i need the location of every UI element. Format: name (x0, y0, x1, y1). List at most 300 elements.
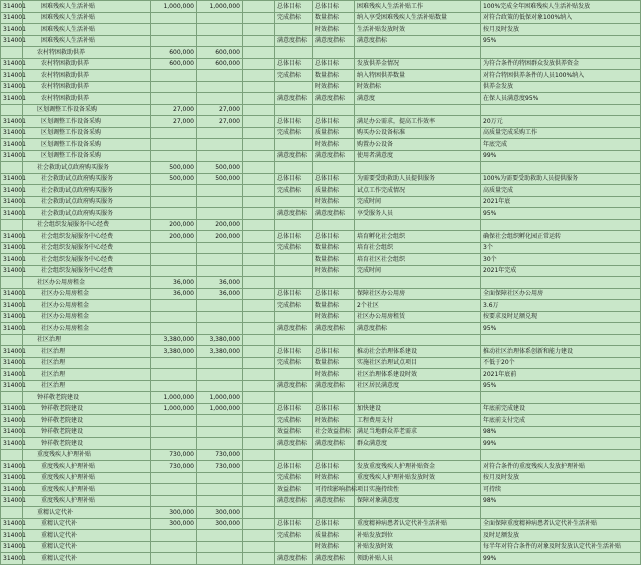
code-cell: 314001 (1, 127, 23, 139)
item-name-cell: 钟祥敬老院建设 (23, 403, 151, 415)
indicator-name-cell: 社区办公用房租赁 (355, 311, 481, 323)
table-row (1, 438, 641, 450)
indicator-value-cell: 对符合条件的重度残疾人发放护理补贴 (481, 461, 641, 473)
item-name-cell: 社区治理 (23, 346, 151, 358)
budget-amount-cell: 600,000 (197, 58, 243, 70)
item-name-cell: 钟祥敬老院建设 (23, 415, 151, 427)
total-amount-cell (151, 254, 197, 266)
total-amount-cell (151, 323, 197, 335)
budget-amount-cell (197, 541, 243, 553)
indicator-value-cell: 确保社会组织孵化园正常运转 (481, 231, 641, 243)
target-type-cell: 总体目标 (275, 461, 313, 473)
item-name-cell: 困难残疾人生活补贴 (23, 35, 151, 47)
indicator-type-cell: 满意度指标 (313, 438, 355, 450)
indicator-type-cell (313, 507, 355, 519)
total-amount-cell (151, 24, 197, 36)
item-name-cell: 社会救助试点政府购买服务 (23, 162, 151, 174)
indicator-value-cell (481, 162, 641, 174)
blank-cell (243, 139, 275, 151)
blank-cell (243, 81, 275, 93)
total-amount-cell (151, 150, 197, 162)
table-row (1, 426, 641, 438)
indicator-type-cell: 可持续影响指标 (313, 484, 355, 496)
blank-cell (243, 104, 275, 116)
blank-cell (243, 288, 275, 300)
code-cell: 314001 (1, 35, 23, 47)
budget-amount-cell: 36,000 (197, 288, 243, 300)
budget-amount-cell: 1,000,000 (197, 1, 243, 13)
group-header-row (1, 392, 641, 404)
total-amount-cell (151, 12, 197, 24)
target-type-cell (275, 104, 313, 116)
indicator-type-cell: 满意度指标 (313, 208, 355, 220)
indicator-type-cell (313, 219, 355, 231)
target-type-cell (275, 311, 313, 323)
indicator-name-cell (355, 392, 481, 404)
code-cell: 314001 (1, 426, 23, 438)
total-amount-cell: 200,000 (151, 219, 197, 231)
target-type-cell: 总体目标 (275, 231, 313, 243)
indicator-type-cell: 数量指标 (313, 70, 355, 82)
budget-amount-cell (197, 323, 243, 335)
budget-amount-cell (197, 70, 243, 82)
item-name-cell: 社会救助试点政府购买服务 (23, 185, 151, 197)
blank-cell (243, 1, 275, 13)
indicator-name-cell: 补贴发放到位 (355, 530, 481, 542)
target-type-cell: 满意度指标 (275, 93, 313, 105)
indicator-type-cell: 总体目标 (313, 231, 355, 243)
budget-amount-cell: 300,000 (197, 518, 243, 530)
table-row (1, 12, 641, 24)
target-type-cell (275, 541, 313, 553)
code-cell (1, 449, 23, 461)
target-type-cell (275, 392, 313, 404)
indicator-value-cell (481, 392, 641, 404)
indicator-value-cell: 99% (481, 553, 641, 565)
target-type-cell: 完成指标 (275, 357, 313, 369)
target-type-cell: 完成指标 (275, 242, 313, 254)
indicator-name-cell: 实施社区治理试点项目 (355, 357, 481, 369)
indicator-value-cell (481, 219, 641, 231)
blank-cell (243, 530, 275, 542)
indicator-type-cell: 质量指标 (313, 127, 355, 139)
budget-amount-cell (197, 426, 243, 438)
target-type-cell: 完成指标 (275, 127, 313, 139)
budget-amount-cell (197, 150, 243, 162)
budget-amount-cell (197, 12, 243, 24)
item-name-cell: 区划调整工作设备采购 (23, 116, 151, 128)
code-cell: 314001 (1, 369, 23, 381)
code-cell (1, 277, 23, 289)
indicator-name-cell: 保障社区办公用房 (355, 288, 481, 300)
code-cell: 314001 (1, 311, 23, 323)
total-amount-cell (151, 495, 197, 507)
total-amount-cell (151, 70, 197, 82)
indicator-value-cell: 95% (481, 380, 641, 392)
budget-amount-cell: 600,000 (197, 47, 243, 59)
table-row (1, 58, 641, 70)
table-row (1, 357, 641, 369)
total-amount-cell (151, 300, 197, 312)
group-header-row (1, 449, 641, 461)
target-type-cell: 满意度指标 (275, 438, 313, 450)
target-type-cell: 总体目标 (275, 403, 313, 415)
blank-cell (243, 300, 275, 312)
item-name-cell: 区划调整工作设备采购 (23, 104, 151, 116)
indicator-value-cell (481, 277, 641, 289)
item-name-cell: 困难残疾人生活补贴 (23, 1, 151, 13)
item-name-cell: 社区治理 (23, 369, 151, 381)
item-name-cell: 区划调整工作设备采购 (23, 150, 151, 162)
target-type-cell (275, 265, 313, 277)
budget-amount-cell (197, 208, 243, 220)
total-amount-cell (151, 265, 197, 277)
indicator-name-cell: 纳入享受困难残疾人生活补贴数量 (355, 12, 481, 24)
indicator-value-cell: 高质量完成采购工作 (481, 127, 641, 139)
indicator-type-cell: 数量指标 (313, 12, 355, 24)
indicator-value-cell: 按要求及时足额兑现 (481, 311, 641, 323)
code-cell: 314001 (1, 231, 23, 243)
indicator-name-cell: 项目实施持续性 (355, 484, 481, 496)
indicator-value-cell: 2021年底前 (481, 369, 641, 381)
item-name-cell: 社区办公用房租金 (23, 288, 151, 300)
total-amount-cell: 27,000 (151, 116, 197, 128)
indicator-value-cell: 按月及时发放 (481, 472, 641, 484)
total-amount-cell: 600,000 (151, 47, 197, 59)
total-amount-cell (151, 357, 197, 369)
total-amount-cell (151, 93, 197, 105)
code-cell (1, 47, 23, 59)
blank-cell (243, 219, 275, 231)
blank-cell (243, 495, 275, 507)
indicator-name-cell: 时效指标 (355, 81, 481, 93)
budget-amount-cell (197, 93, 243, 105)
code-cell: 314001 (1, 415, 23, 427)
code-cell: 314001 (1, 518, 23, 530)
indicator-type-cell: 总体目标 (313, 461, 355, 473)
group-header-row (1, 219, 641, 231)
table-row (1, 185, 641, 197)
blank-cell (243, 24, 275, 36)
indicator-name-cell: 满足当地群众养老需求 (355, 426, 481, 438)
code-cell (1, 392, 23, 404)
group-header-row (1, 277, 641, 289)
indicator-value-cell (481, 507, 641, 519)
code-cell: 314001 (1, 472, 23, 484)
total-amount-cell: 300,000 (151, 518, 197, 530)
total-amount-cell (151, 530, 197, 542)
budget-amount-cell (197, 380, 243, 392)
blank-cell (243, 70, 275, 82)
target-type-cell (275, 277, 313, 289)
indicator-value-cell: 高质量完成 (481, 185, 641, 197)
target-type-cell: 满意度指标 (275, 150, 313, 162)
total-amount-cell (151, 472, 197, 484)
table-row (1, 81, 641, 93)
code-cell (1, 507, 23, 519)
code-cell: 314001 (1, 265, 23, 277)
indicator-value-cell: 全面保障重度精神病患者认定代补生活补贴 (481, 518, 641, 530)
total-amount-cell: 730,000 (151, 449, 197, 461)
budget-amount-cell: 1,000,000 (197, 403, 243, 415)
indicator-name-cell: 社区治理体系建设时效 (355, 369, 481, 381)
budget-amount-cell (197, 265, 243, 277)
code-cell: 314001 (1, 196, 23, 208)
total-amount-cell: 1,000,000 (151, 403, 197, 415)
total-amount-cell (151, 208, 197, 220)
target-type-cell (275, 24, 313, 36)
target-type-cell: 总体目标 (275, 116, 313, 128)
item-name-cell: 社会组织发展服务中心经费 (23, 242, 151, 254)
table-row (1, 541, 641, 553)
table-row (1, 1, 641, 13)
indicator-value-cell: 100%为需要受助救助人员提供服务 (481, 173, 641, 185)
total-amount-cell: 300,000 (151, 507, 197, 519)
target-type-cell (275, 139, 313, 151)
code-cell: 314001 (1, 12, 23, 24)
budget-amount-cell (197, 495, 243, 507)
indicator-value-cell (481, 104, 641, 116)
budget-amount-cell: 3,380,000 (197, 334, 243, 346)
indicator-value-cell: 99% (481, 438, 641, 450)
table-row (1, 150, 641, 162)
total-amount-cell (151, 81, 197, 93)
total-amount-cell (151, 438, 197, 450)
table-row (1, 484, 641, 496)
total-amount-cell (151, 185, 197, 197)
table-row (1, 196, 641, 208)
group-header-row (1, 162, 641, 174)
indicator-name-cell: 购买办公设备标准 (355, 127, 481, 139)
blank-cell (243, 415, 275, 427)
total-amount-cell: 500,000 (151, 162, 197, 174)
table-row (1, 553, 641, 565)
indicator-name-cell: 重度残疾人护理补贴发放时效 (355, 472, 481, 484)
indicator-name-cell: 培育孵化社会组织 (355, 231, 481, 243)
table-row (1, 288, 641, 300)
indicator-value-cell: 年底完成 (481, 139, 641, 151)
blank-cell (243, 392, 275, 404)
table-row (1, 173, 641, 185)
total-amount-cell: 27,000 (151, 104, 197, 116)
budget-amount-cell: 300,000 (197, 507, 243, 519)
budget-amount-cell (197, 185, 243, 197)
budget-amount-cell (197, 357, 243, 369)
indicator-type-cell (313, 392, 355, 404)
budget-amount-cell (197, 127, 243, 139)
item-name-cell: 重精认定代补 (23, 530, 151, 542)
target-type-cell (275, 196, 313, 208)
item-name-cell: 农村特困救助供养 (23, 93, 151, 105)
item-name-cell: 重度残疾人护理补贴 (23, 472, 151, 484)
item-name-cell: 重度残疾人护理补贴 (23, 484, 151, 496)
indicator-value-cell (481, 334, 641, 346)
blank-cell (243, 254, 275, 266)
item-name-cell: 社区治理 (23, 380, 151, 392)
total-amount-cell (151, 127, 197, 139)
table-row (1, 323, 641, 335)
indicator-type-cell: 满意度指标 (313, 35, 355, 47)
indicator-type-cell: 满意度指标 (313, 150, 355, 162)
target-type-cell: 总体目标 (275, 518, 313, 530)
indicator-type-cell: 数量指标 (313, 254, 355, 266)
total-amount-cell: 1,000,000 (151, 392, 197, 404)
indicator-value-cell: 及时足额发放 (481, 530, 641, 542)
indicator-type-cell: 总体目标 (313, 1, 355, 13)
blank-cell (243, 277, 275, 289)
code-cell: 314001 (1, 93, 23, 105)
table-row (1, 300, 641, 312)
item-name-cell: 区划调整工作设备采购 (23, 139, 151, 151)
indicator-type-cell (313, 47, 355, 59)
indicator-type-cell (313, 104, 355, 116)
blank-cell (243, 93, 275, 105)
budget-amount-cell: 1,000,000 (197, 392, 243, 404)
indicator-value-cell: 100%完成全年困难残疾人生活补贴发放 (481, 1, 641, 13)
indicator-name-cell: 工程费用支付 (355, 415, 481, 427)
indicator-value-cell: 99% (481, 150, 641, 162)
target-type-cell: 完成指标 (275, 472, 313, 484)
blank-cell (243, 185, 275, 197)
indicator-name-cell (355, 47, 481, 59)
budget-amount-cell: 27,000 (197, 116, 243, 128)
target-type-cell (275, 219, 313, 231)
indicator-type-cell: 社会效益指标 (313, 426, 355, 438)
code-cell: 314001 (1, 81, 23, 93)
indicator-value-cell: 供养金发放 (481, 81, 641, 93)
indicator-value-cell: 全面保障社区办公用房 (481, 288, 641, 300)
indicator-name-cell: 2个社区 (355, 300, 481, 312)
total-amount-cell: 36,000 (151, 277, 197, 289)
indicator-type-cell: 总体目标 (313, 403, 355, 415)
table-row (1, 518, 641, 530)
item-name-cell: 重度残疾人护理补贴 (23, 449, 151, 461)
indicator-type-cell: 数量指标 (313, 300, 355, 312)
indicator-name-cell (355, 449, 481, 461)
indicator-name-cell: 发放供养金情况 (355, 58, 481, 70)
budget-amount-cell (197, 242, 243, 254)
indicator-value-cell: 每半年对符合条件的对象及时发放认定代补生活补贴 (481, 541, 641, 553)
indicator-value-cell: 按月及时发放 (481, 24, 641, 36)
indicator-name-cell: 培育社会组织 (355, 242, 481, 254)
indicator-value-cell: 30个 (481, 254, 641, 266)
blank-cell (243, 541, 275, 553)
target-type-cell: 完成指标 (275, 415, 313, 427)
target-type-cell: 总体目标 (275, 288, 313, 300)
blank-cell (243, 461, 275, 473)
total-amount-cell: 730,000 (151, 461, 197, 473)
code-cell: 314001 (1, 58, 23, 70)
indicator-type-cell: 总体目标 (313, 173, 355, 185)
total-amount-cell (151, 426, 197, 438)
budget-amount-cell: 36,000 (197, 277, 243, 289)
blank-cell (243, 208, 275, 220)
blank-cell (243, 231, 275, 243)
target-type-cell: 满意度指标 (275, 553, 313, 565)
table-row (1, 254, 641, 266)
blank-cell (243, 553, 275, 565)
budget-amount-cell (197, 369, 243, 381)
code-cell: 314001 (1, 1, 23, 13)
group-header-row (1, 47, 641, 59)
indicator-type-cell: 时效指标 (313, 311, 355, 323)
table-row (1, 265, 641, 277)
budget-amount-cell (197, 553, 243, 565)
blank-cell (243, 518, 275, 530)
blank-cell (243, 369, 275, 381)
code-cell: 314001 (1, 438, 23, 450)
code-cell: 314001 (1, 530, 23, 542)
item-name-cell: 农村特困救助供养 (23, 81, 151, 93)
indicator-type-cell: 数量指标 (313, 242, 355, 254)
indicator-name-cell: 发放重度残疾人护理补贴资金 (355, 461, 481, 473)
indicator-name-cell: 群众满意度 (355, 438, 481, 450)
indicator-name-cell: 享受服务人员 (355, 208, 481, 220)
budget-amount-cell (197, 81, 243, 93)
indicator-type-cell: 数量指标 (313, 357, 355, 369)
code-cell: 314001 (1, 208, 23, 220)
budget-amount-cell (197, 300, 243, 312)
blank-cell (243, 438, 275, 450)
total-amount-cell: 600,000 (151, 58, 197, 70)
indicator-type-cell (313, 449, 355, 461)
target-type-cell: 满意度指标 (275, 323, 313, 335)
budget-amount-cell (197, 139, 243, 151)
code-cell (1, 104, 23, 116)
item-name-cell: 农村特困救助供养 (23, 47, 151, 59)
code-cell: 314001 (1, 242, 23, 254)
blank-cell (243, 162, 275, 174)
target-type-cell (275, 507, 313, 519)
blank-cell (243, 484, 275, 496)
total-amount-cell: 1,000,000 (151, 1, 197, 13)
indicator-value-cell: 2021年完成 (481, 265, 641, 277)
target-type-cell: 总体目标 (275, 346, 313, 358)
code-cell: 314001 (1, 185, 23, 197)
code-cell: 314001 (1, 254, 23, 266)
indicator-name-cell: 满意度指标 (355, 35, 481, 47)
table-row (1, 369, 641, 381)
item-name-cell: 社区办公用房租金 (23, 323, 151, 335)
indicator-type-cell: 总体目标 (313, 346, 355, 358)
total-amount-cell: 36,000 (151, 288, 197, 300)
indicator-value-cell: 可持续 (481, 484, 641, 496)
indicator-name-cell: 社区居民满意度 (355, 380, 481, 392)
indicator-type-cell: 时效指标 (313, 196, 355, 208)
blank-cell (243, 346, 275, 358)
code-cell: 314001 (1, 173, 23, 185)
table-row (1, 127, 641, 139)
item-name-cell: 社会救助试点政府购买服务 (23, 196, 151, 208)
item-name-cell: 社区办公用房租金 (23, 300, 151, 312)
indicator-value-cell: 98% (481, 426, 641, 438)
blank-cell (243, 12, 275, 24)
budget-amount-cell (197, 254, 243, 266)
indicator-value-cell: 95% (481, 208, 641, 220)
target-type-cell (275, 369, 313, 381)
group-header-row (1, 104, 641, 116)
budget-amount-cell (197, 530, 243, 542)
code-cell: 314001 (1, 484, 23, 496)
indicator-type-cell: 质量指标 (313, 185, 355, 197)
blank-cell (243, 357, 275, 369)
indicator-name-cell (355, 162, 481, 174)
target-type-cell: 完成指标 (275, 185, 313, 197)
budget-amount-cell: 500,000 (197, 162, 243, 174)
indicator-name-cell: 补贴发放时效 (355, 541, 481, 553)
table-row (1, 231, 641, 243)
total-amount-cell (151, 380, 197, 392)
